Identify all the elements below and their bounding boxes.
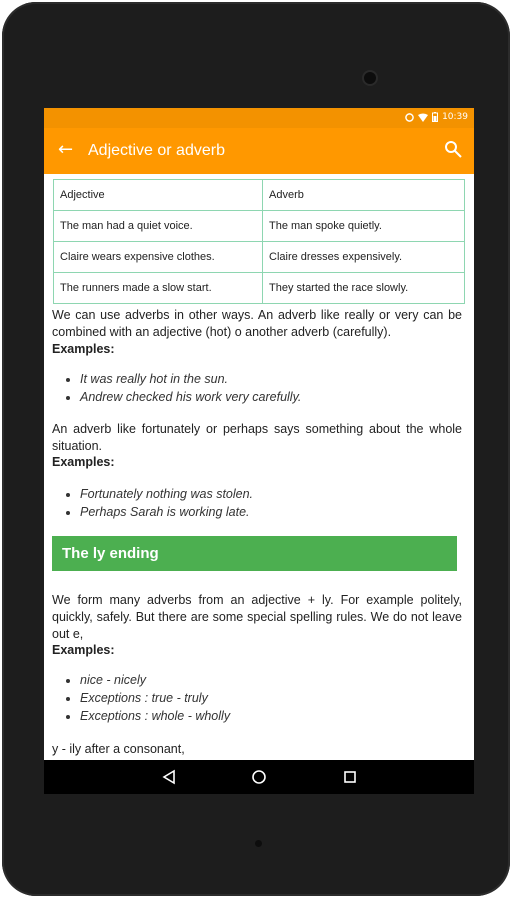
- table-cell: The man spoke quietly.: [263, 211, 465, 242]
- list-item: • Exceptions : whole - wholly: [80, 707, 230, 725]
- list-item: • Fortunately nothing was stolen.: [80, 485, 253, 503]
- examples-label: Examples:: [52, 455, 115, 469]
- table-cell: The runners made a slow start.: [54, 273, 263, 304]
- wifi-icon: [418, 113, 428, 122]
- tablet-frame: [2, 2, 510, 896]
- list-item: • Andrew checked his work very carefully.: [80, 388, 301, 406]
- list-item: • It was really hot in the sun.: [80, 370, 301, 388]
- content-scroll[interactable]: [44, 174, 474, 760]
- back-arrow-icon[interactable]: ←: [58, 139, 74, 160]
- section-heading-text: The ly ending: [62, 545, 159, 562]
- table-row: [54, 211, 465, 242]
- examples-label: Examples:: [52, 342, 115, 356]
- recents-square-icon[interactable]: [341, 768, 359, 786]
- list-item: • Perhaps Sarah is working late.: [80, 503, 253, 521]
- list-item: • Exceptions : true - truly: [80, 689, 230, 707]
- comparison-table: [53, 179, 465, 304]
- table-row: [54, 273, 465, 304]
- app-bar: [44, 128, 474, 174]
- table-header-row: [54, 180, 465, 211]
- status-time: 10:39: [442, 112, 468, 122]
- status-icons: [405, 112, 468, 122]
- data-saver-icon: [405, 113, 414, 122]
- screen: [44, 108, 474, 794]
- back-triangle-icon[interactable]: [160, 768, 178, 786]
- paragraph: An adverb like fortunately or perhaps says something about the whole situation.: [52, 422, 462, 453]
- status-bar: [44, 108, 474, 128]
- examples-list: [64, 671, 230, 725]
- navigation-bar: [44, 760, 474, 794]
- search-icon[interactable]: [444, 140, 462, 158]
- paragraph: We can use adverbs in other ways. An adverb like really or very can be combined with an adjective (hot) o another adverb (carefully).: [52, 308, 462, 339]
- microphone: [255, 840, 262, 847]
- table-cell: Claire dresses expensively.: [263, 242, 465, 273]
- page-title: Adjective or adverb: [88, 142, 225, 159]
- examples-list: [64, 485, 253, 521]
- battery-icon: [432, 112, 438, 122]
- header-adjective: Adjective: [54, 180, 263, 211]
- header-adverb: Adverb: [263, 180, 465, 211]
- examples-list: [64, 370, 301, 406]
- home-circle-icon[interactable]: [250, 768, 268, 786]
- section-heading: [52, 536, 457, 571]
- table-row: [54, 242, 465, 273]
- table-cell: They started the race slowly.: [263, 273, 465, 304]
- examples-label: Examples:: [52, 643, 115, 657]
- paragraph: We form many adverbs from an adjective + ly. For example politely, quickly, safely. But there are some special spelling rules. We do not leave out e,: [52, 593, 462, 641]
- list-item: • nice - nicely: [80, 671, 230, 689]
- rule-text: y - ily after a consonant,: [52, 742, 185, 756]
- camera: [364, 72, 376, 84]
- table-cell: The man had a quiet voice.: [54, 211, 263, 242]
- table-cell: Claire wears expensive clothes.: [54, 242, 263, 273]
